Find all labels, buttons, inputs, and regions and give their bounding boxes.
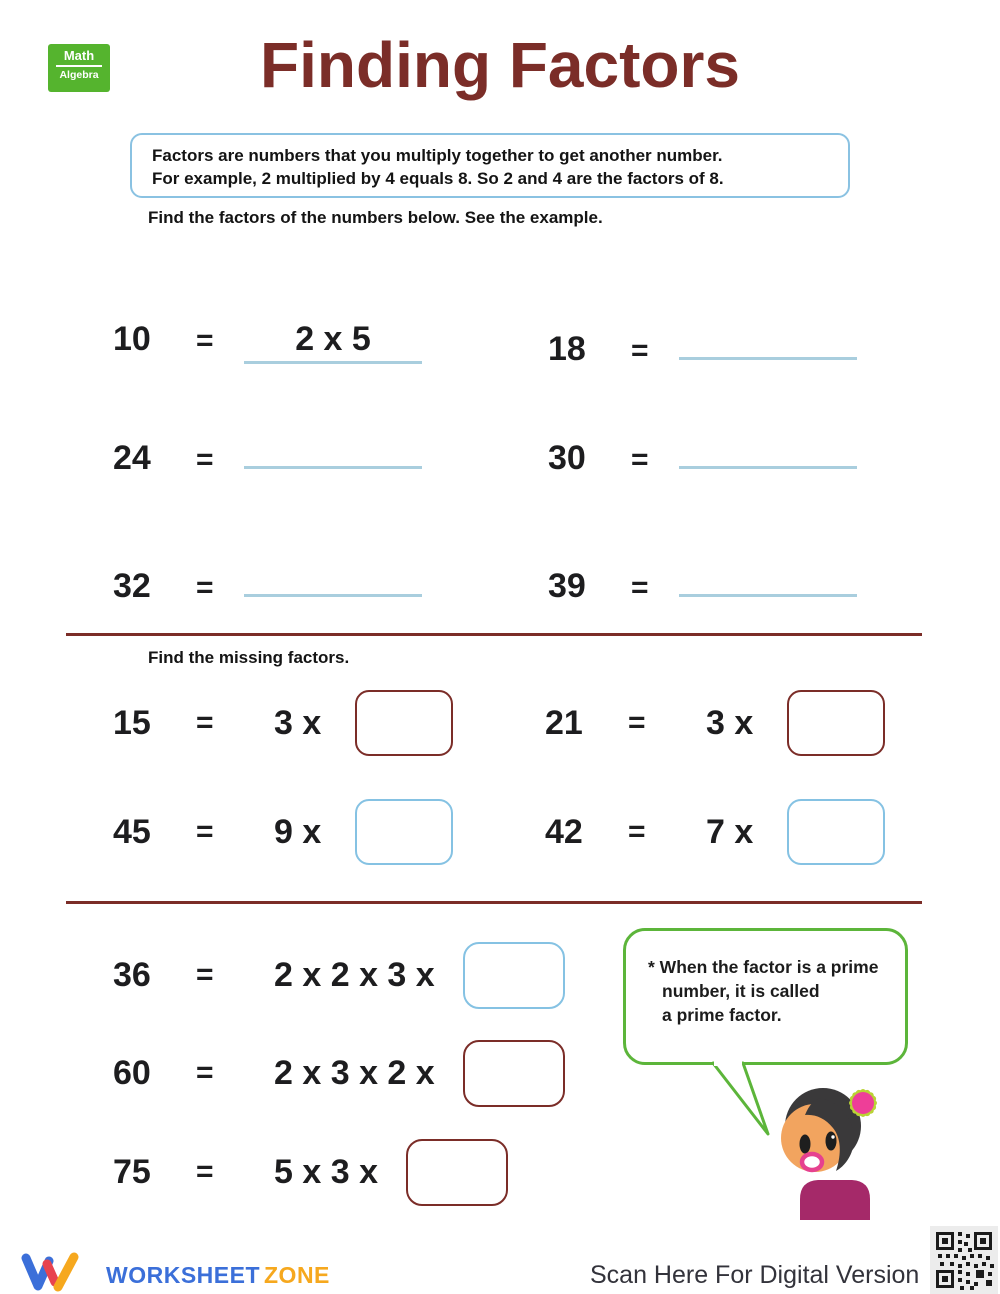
problem-number: 30 (548, 439, 586, 477)
answer-box-15[interactable] (355, 690, 453, 756)
worksheetzone-logo-icon (20, 1252, 100, 1292)
problem-21 (545, 688, 885, 758)
brand-word-worksheet: WORKSHEET (106, 1262, 260, 1288)
equals-sign: = (628, 706, 646, 739)
equals-sign: = (196, 958, 214, 991)
callout-line-3: a prime factor. (662, 1005, 782, 1025)
equals-sign: = (196, 324, 214, 357)
problem-60 (113, 1037, 565, 1109)
badge-subject-label: Math (63, 48, 95, 63)
problem-number: 32 (113, 567, 151, 605)
given-factor: 3 x (274, 703, 322, 742)
problem-45 (113, 797, 453, 867)
equals-sign: = (196, 706, 214, 739)
equals-sign: = (628, 815, 646, 848)
definition-line-2: For example, 2 multiplied by 4 equals 8. So 2 and 4 are the factors of 8. (152, 169, 724, 188)
section-divider (66, 633, 922, 636)
speech-bubble-tail (698, 1060, 788, 1140)
problem-15 (113, 688, 453, 758)
answer-box-36[interactable] (463, 942, 565, 1009)
given-factors: 5 x 3 x (274, 1152, 378, 1191)
problem-number: 75 (113, 1152, 151, 1191)
brand-name (106, 1262, 330, 1289)
given-factors: 2 x 2 x 3 x (274, 955, 435, 994)
prime-factor-callout (623, 928, 908, 1065)
answer-blank-30[interactable] (679, 429, 857, 469)
given-factor: 7 x (706, 812, 754, 851)
problem-number: 18 (548, 330, 586, 368)
given-factors: 2 x 3 x 2 x (274, 1053, 435, 1092)
girl-character (770, 1078, 905, 1220)
problem-number: 60 (113, 1053, 151, 1092)
equals-sign: = (196, 1056, 214, 1089)
answer-blank-32[interactable] (244, 557, 422, 597)
definition-box (130, 133, 850, 198)
badge-topic-label: Algebra (59, 69, 99, 81)
callout-line-1: * When the factor is a prime (648, 957, 879, 977)
section-divider (66, 901, 922, 904)
equals-sign: = (631, 334, 649, 367)
equals-sign: = (196, 571, 214, 604)
problem-32 (113, 557, 422, 606)
girl-eye-left (800, 1135, 811, 1154)
problem-18 (548, 320, 857, 369)
answer-box-60[interactable] (463, 1040, 565, 1107)
equals-sign: = (631, 443, 649, 476)
equals-sign: = (631, 571, 649, 604)
given-factor: 9 x (274, 812, 322, 851)
given-factor: 3 x (706, 703, 754, 742)
problem-number: 45 (113, 812, 151, 851)
problem-39 (548, 557, 857, 606)
girl-mouth (802, 1154, 822, 1170)
problem-36 (113, 939, 565, 1011)
answer-box-45[interactable] (355, 799, 453, 865)
problem-number: 39 (548, 567, 586, 605)
qr-code (930, 1226, 998, 1294)
problem-number: 15 (113, 703, 151, 742)
instruction-missing-factors: Find the missing factors. (148, 648, 350, 667)
brand-word-zone: ZONE (264, 1262, 330, 1288)
scan-here-text: Scan Here For Digital Version (590, 1261, 920, 1289)
definition-line-1: Factors are numbers that you multiply together to get another number. (152, 146, 723, 165)
problem-30 (548, 429, 857, 478)
problem-10 (113, 320, 422, 364)
problem-number: 42 (545, 812, 583, 851)
problem-75 (113, 1136, 508, 1208)
answer-box-42[interactable] (787, 799, 885, 865)
problem-number: 21 (545, 703, 583, 742)
problem-number: 24 (113, 439, 151, 477)
equals-sign: = (196, 815, 214, 848)
answer-blank-10[interactable]: 2 x 5 (244, 320, 422, 364)
problem-24 (113, 429, 422, 478)
equals-sign: = (196, 1155, 214, 1188)
callout-line-2: number, it is called (662, 981, 820, 1001)
problem-number: 10 (113, 320, 151, 358)
answer-box-75[interactable] (406, 1139, 508, 1206)
problem-number: 36 (113, 955, 151, 994)
answer-box-21[interactable] (787, 690, 885, 756)
girl-shirt (800, 1180, 870, 1220)
equals-sign: = (196, 443, 214, 476)
answer-blank-24[interactable] (244, 429, 422, 469)
problem-42 (545, 797, 885, 867)
answer-blank-18[interactable] (679, 320, 857, 360)
page-title: Finding Factors (260, 29, 740, 101)
instruction-find-factors: Find the factors of the numbers below. See the example. (148, 208, 603, 227)
girl-eye-right (826, 1132, 837, 1151)
answer-blank-39[interactable] (679, 557, 857, 597)
